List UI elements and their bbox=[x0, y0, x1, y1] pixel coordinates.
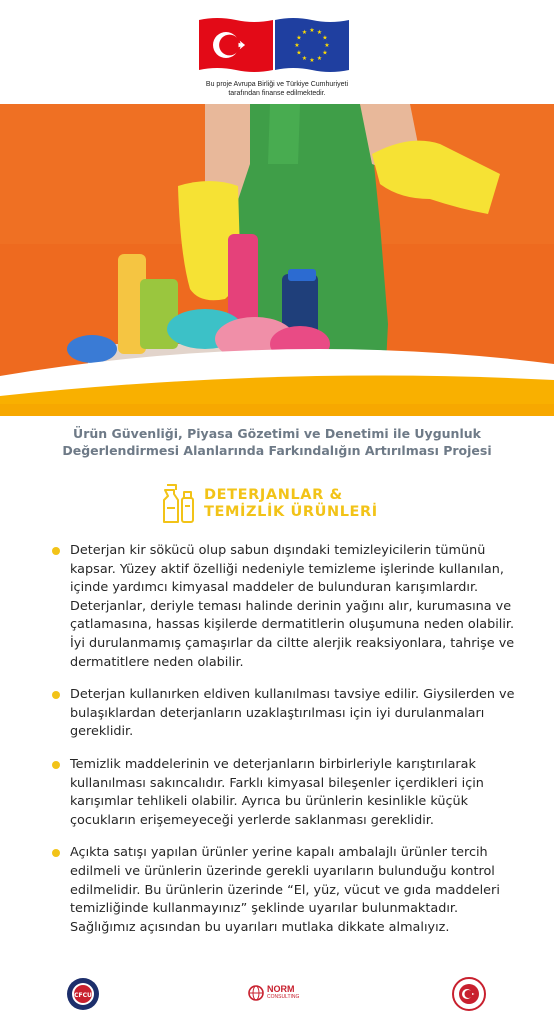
list-item bbox=[52, 844, 522, 937]
list-item bbox=[52, 756, 522, 830]
svg-text:★: ★ bbox=[296, 34, 302, 42]
funding-note bbox=[0, 80, 554, 98]
svg-text:★: ★ bbox=[309, 57, 315, 64]
cleaning-bottles-icon bbox=[162, 484, 196, 524]
svg-text:★: ★ bbox=[301, 29, 308, 36]
funding-line-2: tarafından finanse edilmektedir. bbox=[228, 90, 326, 97]
footer-logos bbox=[0, 977, 554, 1013]
list-item-text: Açıkta satışı yapılan ürünler yerine kapalı ambalajlı ürünler tercih edilmeli ve ürünlerin üzerinde gerekli uyarıların bulunduğu kontrol edilmelidir. Bu ürünlerin üzerinde “El, yüz, vücut ve gıda maddeleri temizliğinde kullanmayınız” şeklinde uyarılar bulunmaktadır. Sağlığımız açısından bu uyarıları mutlaka dikkate almalıyız. bbox=[70, 845, 500, 935]
section-title-line-2: TEMİZLİK ÜRÜNLERİ bbox=[204, 504, 378, 520]
eu-flag-icon bbox=[275, 16, 349, 74]
bullet-list bbox=[52, 542, 522, 951]
list-item bbox=[52, 686, 522, 742]
svg-text:★: ★ bbox=[324, 42, 330, 49]
section-heading bbox=[162, 484, 378, 524]
cfcu-logo-text: CFCU bbox=[74, 992, 92, 999]
cfcu-logo bbox=[66, 977, 100, 1011]
bullet-dot-icon bbox=[52, 849, 60, 857]
bullet-dot-icon bbox=[52, 691, 60, 699]
svg-text:★: ★ bbox=[301, 55, 308, 62]
svg-text:★: ★ bbox=[316, 55, 323, 62]
ministry-emblem-icon bbox=[452, 977, 486, 1011]
svg-text:★: ★ bbox=[322, 34, 328, 42]
turkey-flag-icon bbox=[199, 16, 273, 74]
globe-icon bbox=[248, 985, 264, 1001]
bullet-dot-icon bbox=[52, 547, 60, 555]
svg-text:★: ★ bbox=[294, 42, 300, 49]
flags-banner bbox=[199, 16, 349, 74]
svg-text:★: ★ bbox=[322, 49, 328, 57]
list-item-text: Deterjan kullanırken eldiven kullanılması tavsiye edilir. Giysilerden ve bulaşıklardan deterjanların uzaklaştırılması için iyi durulanmaları gereklidir. bbox=[70, 687, 515, 740]
hero-image bbox=[0, 104, 554, 416]
svg-text:★: ★ bbox=[296, 49, 302, 57]
list-item-text: Deterjan kir sökücü olup sabun dışındaki temizleyicilerin tümünü kapsar. Yüzey aktif özelliği nedeniyle temizleme işlerinde kullanılan, içinde yardımcı kimyasal maddeler de bulunduran karışımlardır. Deterjanlar, deriyle teması halinde derinin yağını alır, kurumasına ve çatlamasına, hassas kişilerde dermatitlerin oluşumuna neden olabilir. İyi durulanmamış çamaşırlar da ciltte alerjik reaksiyonlara, tahrişe ve dermatitlere neden olabilir. bbox=[70, 543, 515, 670]
project-title-line-1: Ürün Güvenliği, Piyasa Gözetimi ve Denetimi ile Uygunluk bbox=[73, 426, 481, 441]
norm-consulting-logo bbox=[248, 985, 299, 1001]
list-item-text: Temizlik maddelerinin ve deterjanların birbirleriyle karıştırılarak kullanılması sakıncalıdır. Farklı kimyasal bileşenler içerdikleri için karışımlar tehlikeli olabilir. Ayrıca bu ürünlerin kesinlikle küçük çocukların erişemeyeceği yerlerde saklanması gereklidir. bbox=[70, 756, 484, 828]
list-item bbox=[52, 542, 522, 672]
project-title bbox=[20, 425, 534, 459]
section-title-line-1: DETERJANLAR & bbox=[204, 487, 343, 503]
funding-line-1: Bu proje Avrupa Birliği ve Türkiye Cumhuriyeti bbox=[205, 81, 349, 88]
svg-text:★: ★ bbox=[309, 27, 315, 34]
project-title-line-2: Değerlendirmesi Alanlarında Farkındalığın Artırılması Projesi bbox=[62, 443, 492, 458]
norm-logo-subtext: CONSULTING bbox=[267, 994, 300, 1000]
svg-text:★: ★ bbox=[316, 29, 323, 36]
norm-logo-text: NORM bbox=[267, 984, 295, 994]
bullet-dot-icon bbox=[52, 761, 60, 769]
